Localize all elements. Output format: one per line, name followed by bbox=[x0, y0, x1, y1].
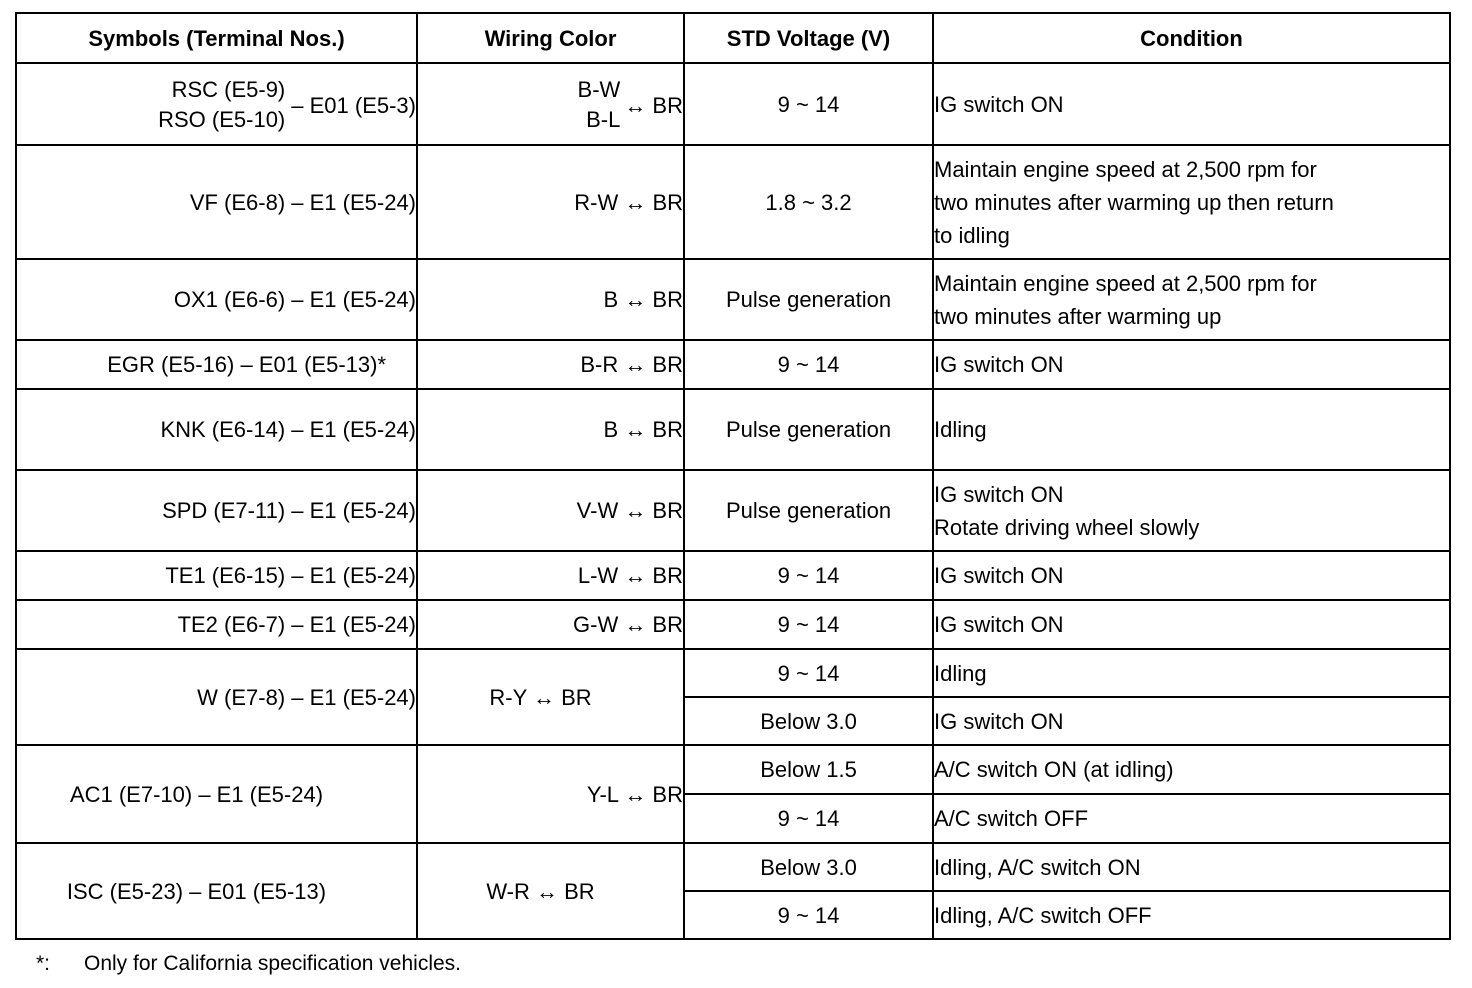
voltage-cell: 9 ~ 14 bbox=[684, 340, 933, 389]
voltage-cell: 9 ~ 14 bbox=[684, 551, 933, 600]
wiring-cell: Y-L ↔ BR bbox=[417, 745, 684, 843]
symbol-cell: EGR (E5-16) – E01 (E5-13)* bbox=[16, 340, 417, 389]
symbol-cell: AC1 (E7-10) – E1 (E5-24) bbox=[16, 745, 417, 843]
header-symbols: Symbols (Terminal Nos.) bbox=[16, 13, 417, 63]
symbol-cell: TE2 (E6-7) – E1 (E5-24) bbox=[16, 600, 417, 649]
footnote-mark: *: bbox=[36, 952, 51, 975]
voltage-cell: 1.8 ~ 3.2 bbox=[684, 145, 933, 259]
symbol-ground: – E01 (E5-3) bbox=[291, 92, 416, 118]
voltage-cell: Below 3.0 bbox=[684, 843, 933, 891]
wire-line: B-W bbox=[577, 77, 621, 102]
condition-cell: IG switch ON bbox=[933, 697, 1450, 745]
symbol-cell: SPD (E7-11) – E1 (E5-24) bbox=[16, 470, 417, 551]
wiring-cell: B ↔ BR bbox=[417, 259, 684, 340]
table-row bbox=[16, 389, 1450, 470]
condition-line: Maintain engine speed at 2,500 rpm for bbox=[934, 270, 1317, 296]
wiring-cell: L-W ↔ BR bbox=[417, 551, 684, 600]
voltage-cell: 9 ~ 14 bbox=[684, 794, 933, 843]
condition-line: two minutes after warming up bbox=[934, 303, 1222, 329]
voltage-cell: Pulse generation bbox=[684, 389, 933, 470]
voltage-cell: Pulse generation bbox=[684, 470, 933, 551]
wiring-cell: W-R ↔ BR bbox=[417, 843, 684, 939]
header-condition: Condition bbox=[933, 13, 1450, 63]
table-row bbox=[16, 145, 1450, 259]
condition-cell bbox=[933, 145, 1450, 259]
symbol-cell: KNK (E6-14) – E1 (E5-24) bbox=[16, 389, 417, 470]
wire-ground: ↔ BR bbox=[624, 92, 683, 118]
table-row bbox=[16, 843, 1450, 891]
wiring-cell: R-W ↔ BR bbox=[417, 145, 684, 259]
condition-cell bbox=[933, 470, 1450, 551]
wiring-cell: B-R ↔ BR bbox=[417, 340, 684, 389]
condition-line: Maintain engine speed at 2,500 rpm for bbox=[934, 156, 1317, 182]
voltage-cell: 9 ~ 14 bbox=[684, 600, 933, 649]
wiring-cell: V-W ↔ BR bbox=[417, 470, 684, 551]
condition-cell: IG switch ON bbox=[933, 340, 1450, 389]
condition-cell: IG switch ON bbox=[933, 63, 1450, 145]
condition-cell: A/C switch OFF bbox=[933, 794, 1450, 843]
terminal-voltage-table bbox=[15, 12, 1451, 940]
voltage-cell: 9 ~ 14 bbox=[684, 649, 933, 697]
condition-cell: Idling bbox=[933, 389, 1450, 470]
table-row bbox=[16, 63, 1450, 145]
voltage-cell: Pulse generation bbox=[684, 259, 933, 340]
symbol-cell: ISC (E5-23) – E01 (E5-13) bbox=[16, 843, 417, 939]
symbol-line: RSC (E5-9) bbox=[171, 77, 286, 102]
voltage-cell: Below 1.5 bbox=[684, 745, 933, 794]
table-row bbox=[16, 649, 1450, 697]
wiring-cell: R-Y ↔ BR bbox=[417, 649, 684, 745]
table-row bbox=[16, 340, 1450, 389]
wiring-cell bbox=[417, 63, 684, 145]
table-row bbox=[16, 600, 1450, 649]
footnote-text: Only for California specification vehicles. bbox=[84, 952, 461, 975]
header-wiring-color: Wiring Color bbox=[417, 13, 684, 63]
symbol-cell: VF (E6-8) – E1 (E5-24) bbox=[16, 145, 417, 259]
condition-cell: A/C switch ON (at idling) bbox=[933, 745, 1450, 794]
table-row bbox=[16, 259, 1450, 340]
voltage-cell: 9 ~ 14 bbox=[684, 891, 933, 939]
condition-cell: IG switch ON bbox=[933, 551, 1450, 600]
condition-cell: Idling, A/C switch OFF bbox=[933, 891, 1450, 939]
symbol-cell bbox=[16, 63, 417, 145]
symbol-line: RSO (E5-10) bbox=[158, 107, 286, 132]
condition-line: two minutes after warming up then return bbox=[934, 189, 1334, 215]
wiring-cell: B ↔ BR bbox=[417, 389, 684, 470]
table-header-row bbox=[16, 13, 1450, 63]
header-std-voltage: STD Voltage (V) bbox=[684, 13, 933, 63]
symbol-cell: OX1 (E6-6) – E1 (E5-24) bbox=[16, 259, 417, 340]
condition-line: Rotate driving wheel slowly bbox=[934, 514, 1200, 540]
condition-line: IG switch ON bbox=[934, 481, 1064, 507]
symbol-cell: W (E7-8) – E1 (E5-24) bbox=[16, 649, 417, 745]
voltage-cell: Below 3.0 bbox=[684, 697, 933, 745]
condition-line: to idling bbox=[934, 222, 1010, 248]
footnote bbox=[36, 950, 461, 978]
condition-cell: Idling bbox=[933, 649, 1450, 697]
table-row bbox=[16, 551, 1450, 600]
condition-cell: Idling, A/C switch ON bbox=[933, 843, 1450, 891]
table-row bbox=[16, 470, 1450, 551]
condition-cell bbox=[933, 259, 1450, 340]
voltage-cell: 9 ~ 14 bbox=[684, 63, 933, 145]
wire-line: B-L bbox=[586, 107, 621, 132]
symbol-cell: TE1 (E6-15) – E1 (E5-24) bbox=[16, 551, 417, 600]
condition-cell: IG switch ON bbox=[933, 600, 1450, 649]
table-row bbox=[16, 745, 1450, 794]
wiring-cell: G-W ↔ BR bbox=[417, 600, 684, 649]
